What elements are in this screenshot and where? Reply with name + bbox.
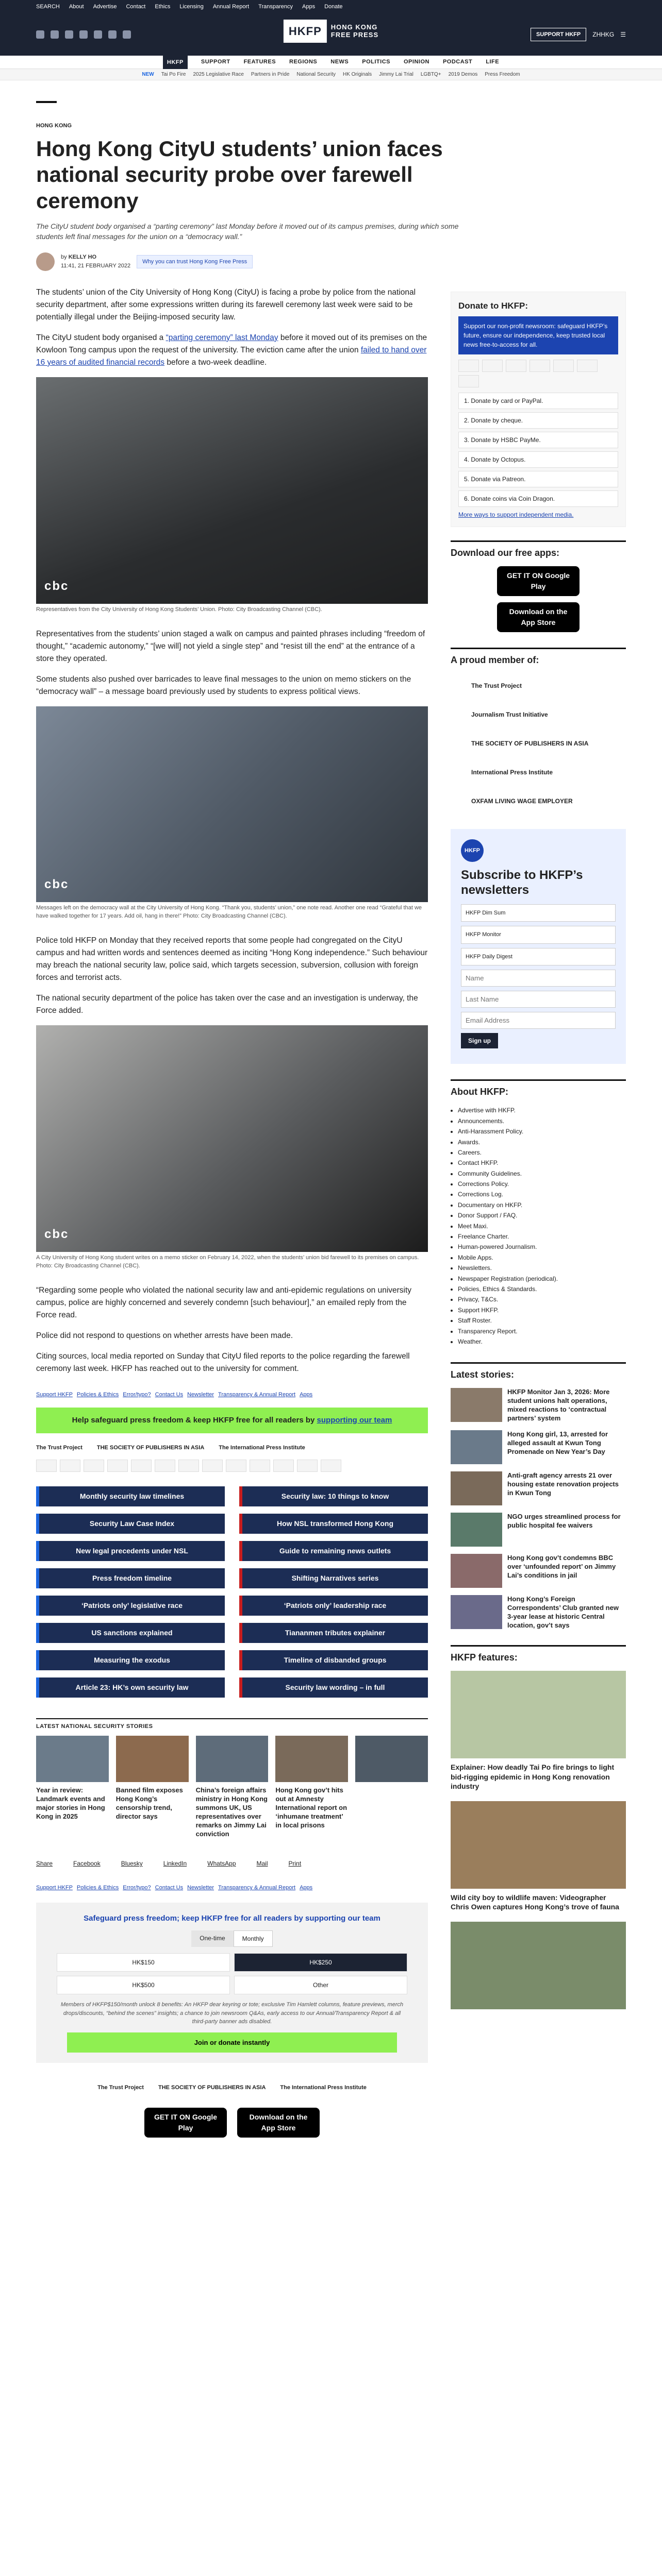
about-link[interactable]: • Privacy, T&Cs. — [458, 1294, 626, 1304]
visa-icon — [84, 1460, 104, 1472]
paypal-icon — [553, 360, 574, 372]
latest-security-title: LATEST NATIONAL SECURITY STORIES — [36, 1718, 428, 1731]
sopa-logo[interactable]: THE SOCIETY OF PUBLISHERS IN ASIA — [158, 2084, 266, 2091]
trending-item[interactable]: 2025 Legislative Race — [193, 72, 244, 77]
story-title: NGO urges streamlined process for public hospital fee waivers — [507, 1512, 621, 1529]
donate-button[interactable]: Join or donate instantly — [67, 2032, 397, 2053]
amount-option[interactable]: Other — [234, 1976, 407, 1994]
ipi-logo[interactable]: The International Press Institute — [219, 1445, 305, 1451]
sidebar — [451, 292, 626, 2020]
paragraph: Police did not respond to questions on whether arrests have been made. — [36, 1331, 293, 1341]
print-button[interactable]: Print — [288, 1860, 302, 1868]
feature-card[interactable] — [451, 1922, 626, 2009]
footer-link[interactable]: Policies & Ethics — [76, 1392, 119, 1398]
wechat-icon — [250, 1460, 270, 1472]
trending-item[interactable]: Press Freedom — [485, 72, 520, 77]
about-link[interactable]: • Freelance Charter. — [458, 1231, 626, 1242]
trust-pill[interactable]: Why you can trust Hong Kong Free Press — [137, 255, 253, 269]
newsletter-option[interactable]: HKFP Monitor — [461, 926, 616, 944]
donate-option[interactable]: 2. Donate by cheque. — [458, 412, 618, 429]
newsletter-option[interactable]: HKFP Daily Digest — [461, 948, 616, 966]
footer-link[interactable]: Transparency & Annual Report — [218, 1392, 296, 1398]
amount-option[interactable]: HK$150 — [57, 1953, 230, 1972]
footer-link[interactable]: Apps — [300, 1392, 313, 1398]
story-thumbnail — [451, 1595, 502, 1629]
topic-button[interactable]: ‘Patriots only’ leadership race — [239, 1596, 428, 1616]
footer-links — [36, 1391, 428, 1399]
trending-label: NEW — [142, 72, 154, 77]
photo-watermark: cbc — [44, 579, 69, 593]
licensing-link[interactable]: Licensing — [179, 3, 204, 10]
trending-item[interactable]: LGBTQ+ — [420, 72, 441, 77]
paragraph: Citing sources, local media reported on Sunday that CityU filed reports to the police regarding the farewell ceremony last week. HKFP has reached out to the university for comment. — [36, 1352, 410, 1374]
story-thumbnail — [451, 1388, 502, 1422]
footer-links-2 — [36, 1884, 428, 1892]
unionpay-icon — [321, 1460, 341, 1472]
trending-item[interactable]: National Security — [296, 72, 336, 77]
about-link[interactable]: • Awards. — [458, 1137, 626, 1147]
about-link[interactable]: • Corrections Policy. — [458, 1179, 626, 1189]
paragraph: The national security department of the police has taken over the case and an investigation is underway, the Force added. — [36, 994, 418, 1015]
photo-caption: Messages left on the democracy wall at the City University of Hong Kong. “Thank you, students’ union,” one note read. Another one read “Grateful that we have walked together for 17 years. Add oil, hang in there!” Photo: City Broadcasting Channel (CBC). — [36, 905, 422, 919]
youtube-icon[interactable] — [79, 30, 88, 39]
logo-box: HKFP — [284, 20, 327, 43]
about-link[interactable]: • Anti-Harassment Policy. — [458, 1126, 626, 1137]
photo-caption: A City University of Hong Kong student writes on a memo sticker on February 14, 2022, when the students’ union bid farewell to its premises on campus. Photo: City Broadcasting Channel (CBC). — [36, 1255, 419, 1269]
payme-icon — [178, 1460, 199, 1472]
sopa-logo[interactable]: THE SOCIETY OF PUBLISHERS IN ASIA — [471, 740, 589, 748]
about-link[interactable]: • Weather. — [458, 1336, 626, 1347]
newsletter-option[interactable]: HKFP Dim Sum — [461, 904, 616, 922]
mail-share[interactable]: Mail — [256, 1860, 268, 1868]
about-link[interactable]: • Newsletters. — [458, 1263, 626, 1273]
story-thumbnail — [451, 1430, 502, 1464]
trending-item[interactable]: Jimmy Lai Trial — [379, 72, 413, 77]
about-link[interactable]: • Mobile Apps. — [458, 1252, 626, 1263]
about-link[interactable]: • Donor Support / FAQ. — [458, 1210, 626, 1221]
latest-security-cards — [36, 1736, 428, 1838]
member-logos — [451, 673, 626, 814]
latest-stories — [451, 1388, 626, 1630]
story-thumbnail — [451, 1513, 502, 1547]
topic-button[interactable]: Timeline of disbanded groups — [239, 1650, 428, 1670]
topic-button[interactable]: Security law: 10 things to know — [239, 1486, 428, 1506]
photo-watermark: cbc — [44, 1227, 69, 1242]
payme-icon — [458, 375, 479, 387]
gpay-icon — [273, 1460, 294, 1472]
sidebar-payment-icons — [458, 360, 618, 387]
donate-option[interactable]: 1. Donate by card or PayPal. — [458, 393, 618, 409]
footer-link[interactable]: Support HKFP — [36, 1392, 73, 1398]
about-link[interactable]: • Documentary on HKFP. — [458, 1200, 626, 1210]
inline-link[interactable]: “parting ceremony” last Monday — [166, 333, 278, 342]
masthead — [0, 13, 662, 56]
story-title: Anti-graft agency arrests 21 over housing estate renovation projects in Kwun Tong — [507, 1471, 619, 1497]
latest-story[interactable] — [451, 1595, 626, 1630]
logo-text: HONG KONG FREE PRESS — [330, 23, 379, 39]
main-nav — [0, 56, 662, 69]
article-dek: The CityU student body organised a “parting ceremony” last Monday before it moved out of its campus premises, during which some students left final messages for the union on a “democracy wall.” — [36, 222, 459, 241]
ipi-logo[interactable]: The International Press Institute — [280, 2084, 367, 2091]
transparency-link[interactable]: Transparency — [258, 3, 293, 10]
about-link[interactable]: • Careers. — [458, 1147, 626, 1158]
donate-tabs — [46, 1930, 418, 1947]
language-toggle[interactable]: ZHHKG — [592, 31, 615, 38]
trending-bar — [0, 69, 662, 80]
search-link[interactable]: SEARCH — [36, 3, 60, 10]
last-name-field[interactable] — [461, 991, 616, 1008]
jcb-icon — [529, 360, 550, 372]
social-icons — [36, 30, 131, 39]
trust-project-logo[interactable]: The Trust Project — [36, 1445, 82, 1451]
mastercard-icon — [458, 360, 479, 372]
about-link[interactable]: About — [69, 3, 84, 10]
hkfp-badge-icon: HKFP — [461, 839, 484, 862]
photo-watermark: cbc — [44, 877, 69, 892]
footer-link[interactable]: Policies & Ethics — [76, 1885, 119, 1891]
paragraph: Representatives from the students’ union staged a walk on campus and painted phrases including “freedom of thought,” “academic autonomy,” “[we will] not yield a single step” and “resist till the end” at the entrance of a store they operated. — [36, 630, 425, 664]
nav-features[interactable]: FEATURES — [243, 59, 276, 65]
feature-card[interactable]: Wild city boy to wildlife maven: Videographer Chris Owen captures Hong Kong’s trove of fauna — [451, 1801, 626, 1911]
about-link[interactable]: • Support HKFP. — [458, 1305, 626, 1315]
story-title: Hong Kong gov’t condemns BBC over ‘unfounded report’ on Jimmy Lai’s conditions in jail — [507, 1553, 616, 1579]
bluesky-share[interactable]: Bluesky — [121, 1860, 143, 1868]
apple-pay-icon — [297, 1460, 318, 1472]
footer-link[interactable]: Contact Us — [155, 1885, 184, 1891]
footer-link[interactable]: Contact Us — [155, 1392, 184, 1398]
first-name-field[interactable] — [461, 970, 616, 987]
annual-report-link[interactable]: Annual Report — [212, 3, 250, 10]
advertise-link[interactable]: Advertise — [93, 3, 117, 10]
visa-icon — [506, 360, 526, 372]
support-button[interactable]: SUPPORT HKFP — [531, 28, 586, 42]
ipi-logo[interactable]: International Press Institute — [471, 769, 553, 776]
topic-button[interactable]: New legal precedents under NSL — [36, 1541, 225, 1561]
newsletter-heading: Subscribe to HKFP’s newsletters — [461, 868, 583, 897]
story-card[interactable]: Banned film exposes Hong Kong’s censorship trend, director says — [116, 1736, 189, 1838]
share-link[interactable]: Share — [36, 1860, 53, 1868]
support-banner: Help safeguard press freedom & keep HKFP free for all readers by supporting our team — [36, 1408, 428, 1434]
trending-item[interactable]: Partners in Pride — [251, 72, 290, 77]
about-link[interactable]: • Announcements. — [458, 1116, 626, 1126]
story-title: Hong Kong’s Foreign Correspondents’ Club granted new 3-year lease at historic Central location, gov’t says — [507, 1595, 619, 1629]
donate-option[interactable]: 6. Donate coins via Coin Dragon. — [458, 490, 618, 507]
donate-option[interactable]: 4. Donate by Octopus. — [458, 451, 618, 468]
about-link[interactable]: • Advertise with HKFP. — [458, 1105, 626, 1115]
nav-opinion[interactable]: OPINION — [404, 59, 429, 65]
topic-button[interactable]: Monthly security law timelines — [36, 1486, 225, 1506]
email-field[interactable] — [461, 1012, 616, 1029]
about-link[interactable]: • Community Guidelines. — [458, 1168, 626, 1179]
paragraph: The CityU student body organised a “parting ceremony” last Monday before it moved out of its premises on the Kowloon Tong campus upon the request of the university. The eviction came after the union failed to hand over 16 years of audited financial records before a two-week deadline. — [36, 333, 427, 367]
signup-button[interactable]: Sign up — [461, 1033, 498, 1048]
footer-link[interactable]: Apps — [300, 1885, 313, 1891]
latest-story[interactable] — [451, 1388, 626, 1423]
donate-link[interactable]: Donate — [324, 3, 343, 10]
author-name[interactable]: KELLY HO — [68, 254, 97, 261]
topic-button[interactable]: Shifting Narratives series — [239, 1568, 428, 1588]
linkedin-share[interactable]: LinkedIn — [163, 1860, 187, 1868]
donate-box — [451, 292, 626, 528]
footer-link[interactable]: Support HKFP — [36, 1885, 73, 1891]
more-ways-link[interactable]: More ways to support independent media. — [458, 511, 574, 519]
latest-story[interactable] — [451, 1513, 626, 1547]
donate-widget — [36, 1903, 428, 2063]
story-title: Hong Kong girl, 13, arrested for alleged assault at Kwun Tong Promenade on New Year’s Day — [507, 1430, 608, 1455]
trending-item[interactable]: HK Originals — [342, 72, 372, 77]
x-icon[interactable] — [51, 30, 59, 39]
payment-icons — [36, 1460, 428, 1472]
topic-grid — [36, 1486, 428, 1698]
about-link[interactable]: • Newspaper Registration (periodical). — [458, 1274, 626, 1284]
about-link[interactable]: • Transparency Report. — [458, 1326, 626, 1336]
article-photo — [36, 377, 428, 604]
avatar — [36, 252, 55, 271]
google-play-button[interactable]: GET IT ON Google Play — [144, 2108, 227, 2138]
share-links — [36, 1859, 428, 1868]
alipay-icon — [226, 1460, 246, 1472]
donate-blurb: Support our non-profit newsroom: safeguard HKFP’s future, ensure our independence, keep trusted local news free-to-access for all. — [458, 316, 618, 354]
fps-icon — [155, 1460, 175, 1472]
amount-option[interactable]: HK$250 — [234, 1953, 407, 1972]
footer-link[interactable]: Error/typo? — [123, 1885, 151, 1891]
donate-note: Members of HKFP$150/month unlock 8 benefits: An HKFP dear keyring or tote; exclusive Tim Hamlett columns, feature previews, merch drops/discounts, “behind the scenes” insights; a chance to join newsroom Q&As, early access to our Annual/Transparency Report & all third-party banner ads disabled. — [60, 2002, 404, 2025]
members-heading: A proud member of: — [451, 648, 626, 667]
facebook-icon[interactable] — [36, 30, 44, 39]
about-link[interactable]: • Policies, Ethics & Standards. — [458, 1284, 626, 1294]
page-wrap — [36, 80, 626, 2132]
menu-icon[interactable]: ☰ — [620, 31, 626, 38]
facebook-share[interactable]: Facebook — [73, 1860, 101, 1868]
topic-button[interactable]: Guide to remaining news outlets — [239, 1541, 428, 1561]
contact-link[interactable]: Contact — [126, 3, 146, 10]
sidebar-apps — [451, 566, 626, 632]
article-title: Hong Kong CityU students’ union faces national security probe over farewell ceremony — [36, 137, 443, 213]
story-card[interactable]: Hong Kong gov’t hits out at Amnesty International report on ‘inhumane treatment’ in local prisons — [275, 1736, 348, 1838]
about-link[interactable]: • Meet Maxi. — [458, 1221, 626, 1231]
nav-podcast[interactable]: PODCAST — [442, 59, 473, 65]
story-title: HKFP Monitor Jan 3, 2026: More student unions halt operations, mixed reactions to ‘contractual partners’ system — [507, 1388, 610, 1422]
story-thumbnail — [451, 1471, 502, 1505]
trust-project-logo[interactable]: The Trust Project — [97, 2084, 144, 2091]
about-list — [451, 1105, 626, 1347]
fps-icon — [577, 360, 598, 372]
linkedin-icon[interactable] — [108, 30, 117, 39]
whatsapp-share[interactable]: WhatsApp — [207, 1860, 236, 1868]
paypal-icon — [131, 1460, 152, 1472]
trending-item[interactable]: 2019 Demos — [448, 72, 478, 77]
apps-heading: Download our free apps: — [451, 540, 626, 560]
nav-support[interactable]: SUPPORT — [201, 59, 230, 65]
paragraph: “Regarding some people who violated the national security law and anti-epidemic regulations on university campus, police are highly concerned and severely condemn [such behaviour],” an emailed reply from the Force read. — [36, 1285, 412, 1320]
features-heading: HKFP features: — [451, 1645, 626, 1665]
latest-story[interactable] — [451, 1430, 626, 1464]
amex-icon — [60, 1460, 80, 1472]
google-play-button[interactable]: GET IT ON Google Play — [497, 566, 580, 596]
latest-story[interactable] — [451, 1554, 626, 1588]
paragraph: The students’ union of the City University of Hong Kong (CityU) is facing a probe by police from the national security department, after some expressions written during its farewell ceremony last week were said to be potentially illegal under the Beijing-imposed security law. — [36, 287, 416, 321]
site-logo[interactable] — [284, 20, 378, 43]
oxfam-logo[interactable]: OXFAM LIVING WAGE EMPLOYER — [471, 798, 573, 805]
app-store-button[interactable]: Download on the App Store — [237, 2108, 320, 2138]
section-rule — [36, 101, 57, 115]
support-link[interactable]: supporting our team — [317, 1415, 392, 1425]
nav-news[interactable]: NEWS — [330, 59, 349, 65]
footer-apps — [36, 2083, 428, 2138]
sopa-logo[interactable]: THE SOCIETY OF PUBLISHERS IN ASIA — [96, 1445, 205, 1451]
photo-caption: Representatives from the City University of Hong Kong Students’ Union. Photo: City Broadcasting Channel (CBC). — [36, 606, 322, 613]
topic-button[interactable]: Measuring the exodus — [36, 1650, 225, 1670]
feature-card[interactable]: Explainer: How deadly Tai Po fire brings to light bid-rigging epidemic in Hong Kong renovation industry — [451, 1671, 626, 1791]
article-photo — [36, 706, 428, 902]
topic-button[interactable]: Tiananmen tributes explainer — [239, 1623, 428, 1643]
donate-option[interactable]: 3. Donate by HSBC PayMe. — [458, 432, 618, 448]
donate-amounts — [57, 1953, 407, 1994]
octopus-icon — [202, 1460, 223, 1472]
about-link[interactable]: • Corrections Log. — [458, 1189, 626, 1199]
topic-button[interactable]: Security Law Case Index — [36, 1514, 225, 1534]
donate-option[interactable]: 5. Donate via Patreon. — [458, 471, 618, 487]
partner-logos — [36, 1444, 428, 1452]
footer-link[interactable]: Error/typo? — [123, 1392, 151, 1398]
story-card[interactable]: Year in review: Landmark events and major stories in Hong Kong in 2025 — [36, 1736, 109, 1838]
tab-one-time[interactable]: One-time — [191, 1930, 233, 1947]
story-card[interactable] — [355, 1736, 428, 1838]
threads-icon[interactable] — [94, 30, 102, 39]
article-body — [36, 286, 428, 2138]
ethics-link[interactable]: Ethics — [155, 3, 171, 10]
story-thumbnail — [451, 1554, 502, 1588]
trending-item[interactable]: Tai Po Fire — [161, 72, 186, 77]
donate-title: Safeguard press freedom; keep HKFP free for all readers by supporting our team — [84, 1913, 380, 1923]
footer-link[interactable]: Newsletter — [187, 1885, 214, 1891]
rss-icon[interactable] — [123, 30, 131, 39]
topic-button[interactable]: How NSL transformed Hong Kong — [239, 1514, 428, 1534]
jcb-icon — [107, 1460, 128, 1472]
section-label[interactable]: HONG KONG — [36, 122, 72, 129]
paragraph: Police told HKFP on Monday that they received reports that some people had congregated on the CityU campus and had written words and sentences deemed as inciting “Hong Kong independence.” Such behaviour may breach the national security law, police said, which targets secession, subversion, collusion with foreign forces and terrorist acts. — [36, 936, 428, 982]
instagram-icon[interactable] — [65, 30, 73, 39]
latest-story[interactable] — [451, 1471, 626, 1505]
apps-link[interactable]: Apps — [302, 3, 316, 10]
header-actions — [531, 28, 626, 42]
about-link[interactable]: • Staff Roster. — [458, 1315, 626, 1326]
article-photo — [36, 1025, 428, 1252]
donate-heading: Donate to HKFP: — [458, 300, 528, 311]
topic-button[interactable]: ‘Patriots only’ legislative race — [36, 1596, 225, 1616]
publish-date: 11:41, 21 FEBRUARY 2022 — [61, 262, 131, 269]
latest-heading: Latest stories: — [451, 1362, 626, 1382]
nav-hkfp[interactable]: HKFP — [163, 56, 188, 69]
nav-regions[interactable]: REGIONS — [289, 59, 318, 65]
topic-button[interactable]: Press freedom timeline — [36, 1568, 225, 1588]
byline-meta: by KELLY HO 11:41, 21 FEBRUARY 2022 — [61, 253, 130, 270]
footer-partner-logos — [97, 2083, 367, 2092]
jti-logo[interactable]: Journalism Trust Initiative — [471, 711, 548, 719]
amex-icon — [482, 360, 503, 372]
inline-link[interactable]: failed to hand over 16 years of audited financial records — [36, 345, 427, 367]
amount-option[interactable]: HK$500 — [57, 1976, 230, 1994]
about-link[interactable]: • Contact HKFP. — [458, 1158, 626, 1168]
footer-link[interactable]: Newsletter — [187, 1392, 214, 1398]
byline — [36, 252, 626, 271]
nav-life[interactable]: LIFE — [486, 59, 500, 65]
newsletter-signup — [451, 829, 626, 1064]
story-card[interactable]: China’s foreign affairs ministry in Hong Kong summons UK, US representatives over remarks on Jimmy Lai conviction — [196, 1736, 269, 1838]
tab-monthly[interactable]: Monthly — [234, 1930, 273, 1947]
footer-link[interactable]: Transparency & Annual Report — [218, 1885, 296, 1891]
topic-button[interactable]: Security law wording – in full — [239, 1677, 428, 1698]
nav-politics[interactable]: POLITICS — [362, 59, 390, 65]
app-store-button[interactable]: Download on the App Store — [497, 602, 580, 632]
topic-button[interactable]: Article 23: HK’s own security law — [36, 1677, 225, 1698]
trust-project-logo[interactable]: The Trust Project — [471, 682, 522, 690]
mastercard-icon — [36, 1460, 57, 1472]
about-heading: About HKFP: — [451, 1079, 626, 1099]
top-utility-bar — [0, 0, 662, 13]
about-link[interactable]: • Human-powered Journalism. — [458, 1242, 626, 1252]
topic-button[interactable]: US sanctions explained — [36, 1623, 225, 1643]
paragraph: Some students also pushed over barricades to leave final messages to the union on memo stickers on the “democracy wall” – a message board previously used by students to express political views. — [36, 675, 411, 697]
